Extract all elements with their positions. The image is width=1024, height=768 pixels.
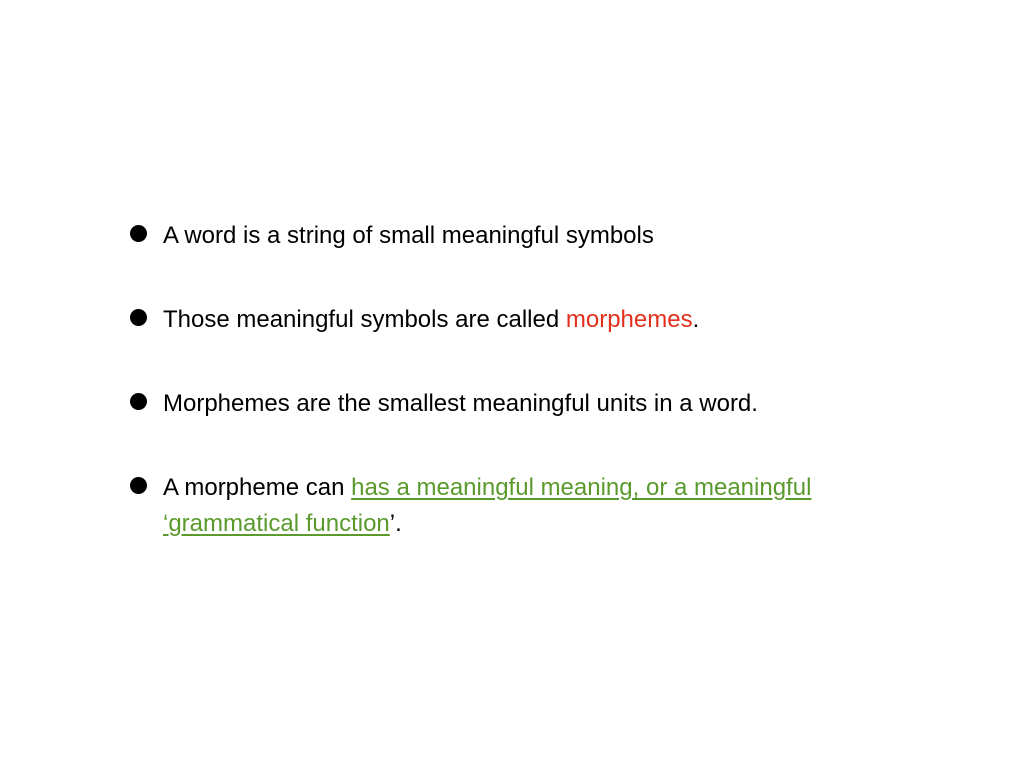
highlight-morphemes: morphemes	[565, 306, 693, 333]
bullet-dot-icon	[130, 309, 147, 326]
bullet-dot-icon	[130, 477, 147, 494]
bullet-item-morpheme-function	[128, 470, 908, 542]
bullet-text-after: ’.	[389, 510, 402, 537]
bullet-text-before: A morpheme can	[163, 474, 352, 501]
bullet-text-before: Those meaningful symbols are called	[163, 306, 566, 333]
bullet-text-after: .	[692, 306, 700, 333]
bullet-text: Morphemes are the smallest meaningful units in a word.	[163, 390, 758, 417]
bullet-dot-icon	[130, 393, 147, 410]
bullet-list	[128, 218, 908, 542]
bullet-item-morphemes-called	[128, 302, 908, 338]
hyperlink-meaning-function[interactable]: has a meaningful meaning, or a meaningful ‘grammatical function	[163, 474, 812, 537]
bullet-item-smallest-units	[128, 386, 908, 422]
bullet-dot-icon	[130, 225, 147, 242]
bullet-item-word-definition	[128, 218, 908, 254]
bullet-text: A word is a string of small meaningful symbols	[163, 222, 654, 249]
